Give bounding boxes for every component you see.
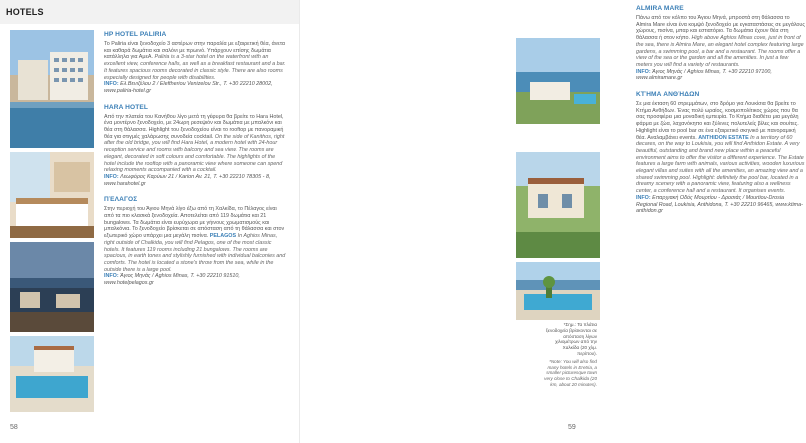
footnote-en: *Note: You will also find many hotels in Eretria, a smaller picturesque town very close to Chalkida (20 km, about 20 minutes). [544,358,597,387]
hotel-name: HARA HOTEL [104,103,148,111]
right-page [300,0,805,443]
info-label: INFO: [104,81,119,88]
hotel-info: Επαρχιακή Οδός Μουρτίου - Δροσιάς / Mourtiou-Drosia Regional Road, Loukisia, Anthidona, T. +30 22210 96465, www.ktima-anthidon.gr [636,194,803,215]
hotel-entry-almira-mare [636,5,806,82]
hotel-description-en: High above Aghios Minas cove, just in front of the sea, there is Almira Mare, an elegant hotel complex featuring large gardens, a swimming pool, a bar and a restaurant. The rooms offer a view of the sea or the garden and all the amenities. In just a few meters you will find a variety of restaurants. [636,35,804,68]
hotel-description-en: Paliria is a 3-star hotel on the waterfront with an excellent view, conference halls, as well as a breakfast restaurant and a bar. It features spacious rooms decorated in classic style. There are also rooms especially designed for people with disabilities. [104,54,286,81]
section-header [0,0,300,24]
info-label: INFO: [636,68,651,75]
photo-pool-villa [10,336,94,412]
hotel-description-en: In Aghios Minas, right outside of Chalkida, you will find Pelagos, one of the most classic hotels. It features 119 rooms including 21 bungalows. The rooms are spacious, in earth tones and stylishly furnished with individual balconies and comforts. The hotel is located a stone's throw from the sea, while in the outside there is a large pool. [104,233,286,273]
footnote-caption [543,322,597,388]
photo-pool-panorama [516,262,600,320]
hotel-description-gr: Το Paliria είναι ξενοδοχείο 3 αστέρων στην παραλία με εξαιρετική θέα, άνετα και καθαρά δωμάτια και σαλόνι με πρωινό. Υπάρχουν επίσης δωμάτια κατάλληλα για ΑμεΑ. [104,41,285,61]
section-title: HOTELS [6,7,44,17]
right-column [636,5,806,224]
hotel-description-gr: Στην περιοχή του Άγιου Μηνά λίγο έξω από τη Χαλκίδα, το Πέλαγος είναι από τα πιο κλασικά ξενοδοχεία. Αποτελείται από 119 δωμάτια και 21 bungalows. Τα δωμάτια είναι ευρύχωρα με γήινους χρωματισμούς και μπαλκόνια. Το ξενοδοχείο βρίσκεται σε απόσταση από τη θάλασσα και στον εξωτερικό χώρο υπάρχει μια μεγάλη πισίνα. [104,206,285,240]
info-label: INFO: [104,273,119,280]
info-label: INFO: [636,194,651,201]
hotel-info: Ελ.Βενιζέλου 2 / Eleftheriou Venizelou Str., T. +30 22210 28002, www.paliria-hotel.gr [104,81,273,94]
hotel-description-en: In a territory of 60 decares, on the way to Loukisia, you will find Anthidon Estate. A very beautiful, outstanding and brand new place within a peaceful environment aims to offer the visitor a different experience. The Estate features a large farm with animals, various activities, wooden luxurious elegant villas and suites with all the amenities, an amazing view and a shared swimming pool. Highlight: definitely the pool bar, located in a dreamy scenery with a panoramic view, featuring also a wellness center, a conference hall and a restaurant. It organises events. [636,134,805,195]
hotel-entry-anthidon [636,91,806,215]
hotel-description-gr: Πάνω από τον κόλπο του Άγιου Μηνά, μπροστά στη θάλασσα το Almira Mare είναι ένα κομψό ξενοδοχείο με εγκαταστάσεις σε μεγάλους χώρους, πισίνα, μπαρ και εστιατόριο. Τα δωμάτια έχουν θέα στη θάλασσα ή στον κήπο. [636,15,805,42]
hotel-description-en: On the side of Kanithos, right after the old bridge, you will find Hara Hotel, a modern hotel with 24-hour reception service and rooms with balcony and sea view. The rooms are elegant, decorated in soft colours and comfortable. The highlights of the hotel include the rooftop with a panoramic view where someone can spend relaxing moments accompanied with a cocktail. [104,133,285,174]
hotel-entry-pelagos [104,196,288,286]
photo-sea-view-resort [516,38,600,124]
hotel-description-gr: Σε μια έκταση 60 στρεμμάτων, στο δρόμο για Λουκίσια θα βρείτε το Κτήμα Ανθήδων. Ένας πολύ ωραίος, κοσμοπολίτικος χώρος που θα σας προσφέρει μια μοναδική εμπειρία. Το Κτήμα διαθέτει μια μεγάλη φάρμα με ζώα, λαχανόκηπο και ξύλινες πολυτελείς βίλες και σουίτες. Highlight είναι το pool bar σε ένα εξαιρετικό σκηνικό με πανοραμική θέα. Αναλαμβάνει events. [636,101,799,141]
hotel-entry-hara [104,104,288,188]
page-number-right: 59 [568,424,576,431]
left-column [104,31,288,296]
photo-waterfront-hotel [10,30,94,148]
hotel-name-en: PELAGOS [209,233,237,240]
page-number-left: 58 [10,424,18,431]
left-page [0,0,300,443]
info-label: INFO: [104,173,119,180]
photo-hotel-room [10,152,94,238]
photo-villa-garden [516,152,600,258]
hotel-name: ALMIRA MARE [636,5,684,12]
hotel-info: Άγιος Μηνάς / Aghios Minas, T. +30 22210 97100, www.almiramare.gr [636,68,772,82]
hotel-entry-paliria [104,31,288,95]
hotel-name: HP HOTEL PALIRIA [104,31,167,38]
hotel-description-gr: Από την πλατεία του Κανήθου λίγο μετά τη γέφυρα θα βρείτε το Hara Hotel, ένα μοντέρνο ξενοδοχείο, με 24ωρη ρεσεψιόν και δωμάτια με μπαλκόνι και θέα στη θάλασσα. Highlight του ξενοδοχείου είναι το rooftop με πανοραμική θέα για στιγμές χαλάρωσης συνοδεία cocktail. [104,113,284,140]
hotel-name: ΚΤΉΜΑ ΑΝΘΉΔΩΝ [636,91,700,99]
photo-rooftop-bar [10,242,94,332]
footnote-gr: *Σημ.: Τα πλάτια ξενοδοχεία βρίσκονται σε απόσταση λίγων χιλιομέτρων από την Χαλκίδα (20 χλμ. περίπου). [545,322,597,356]
hotel-info: Άγιος Μηνάς / Aghios Minas, T. +30 22210 91510, www.hotelpelagos.gr [104,273,240,287]
hotel-name-en: ANTHIDON ESTATE [698,134,749,141]
hotel-info: Λεωφόρος Καρύων 21 / Karion Av. 21, T. +30 22210 78305 - 8, www.harahotel.gr [104,173,271,187]
hotel-name: ΠΈΛΑΓΟΣ [104,196,138,204]
